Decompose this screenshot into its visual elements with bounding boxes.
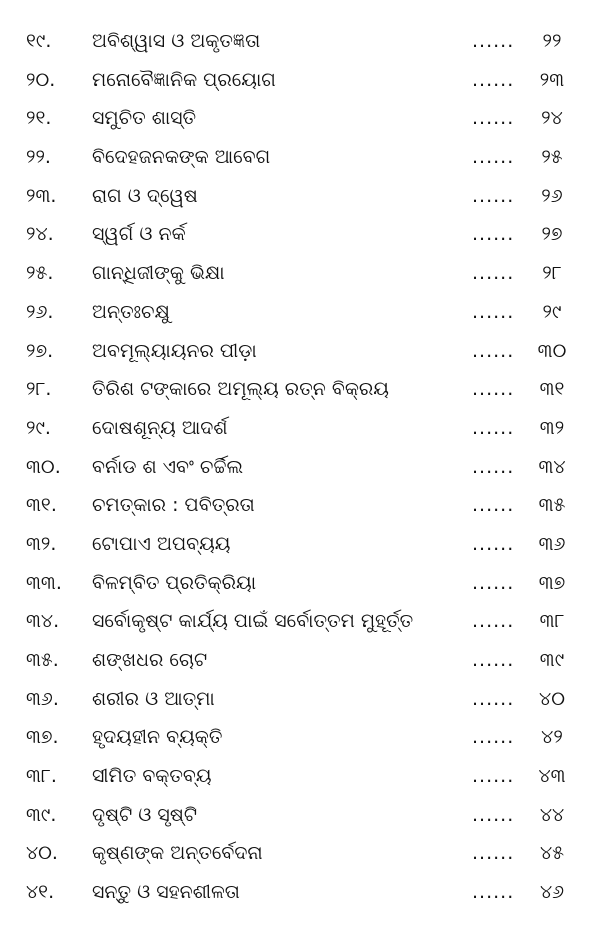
dot-leader: ...... <box>472 571 515 594</box>
toc-entry <box>0 99 600 138</box>
entry-title: ବର୍ନାଡ ଶ ଏବଂ ଚର୍ଚ୍ଚିଲ <box>92 455 244 478</box>
entry-title: ଗାନ୍ଧିଜୀଙ୍କୁ ଭିକ୍ଷା <box>92 262 225 285</box>
entry-page-number: ୪୩ <box>538 765 566 788</box>
toc-entry <box>0 718 600 757</box>
entry-page-number: ୩୭ <box>538 571 566 594</box>
dot-leader: ...... <box>472 494 515 517</box>
entry-title: ସୀମିତ ବକ୍ତବ୍ୟ <box>92 765 212 788</box>
dot-leader: ...... <box>472 184 515 207</box>
entry-page-number: ୪୦ <box>539 687 565 710</box>
dot-leader: ...... <box>472 455 515 478</box>
entry-number: ୨୦. <box>26 68 56 91</box>
entry-page-number: ୩୦ <box>537 339 567 362</box>
entry-title: ସନ୍ତୁ ଓ ସହନଶୀଳତା <box>92 881 240 904</box>
toc-entry <box>0 757 600 796</box>
entry-title: ସର୍ବୋକୃଷ୍ଟ କାର୍ଯ୍ୟ ପାଇଁ ସର୍ବୋତ୍ତମ ମୁହୂର୍ତ୍ତ <box>92 610 414 633</box>
toc-entry <box>0 138 600 177</box>
entry-title: ଶଙ୍ଖଧର ଚୋଟ <box>92 649 208 671</box>
entry-number: ୪୧. <box>26 881 55 904</box>
entry-number: ୨୭. <box>26 339 54 362</box>
entry-number: ୩୧. <box>26 494 57 517</box>
dot-leader: ...... <box>472 842 515 865</box>
entry-number: ୩୯. <box>26 803 57 826</box>
dot-leader: ...... <box>472 146 515 169</box>
entry-page-number: ୪୪ <box>539 803 565 826</box>
entry-number: ୩୫. <box>26 649 59 671</box>
dot-leader: ...... <box>472 803 515 826</box>
dot-leader: ...... <box>472 532 515 555</box>
dot-leader: ...... <box>472 107 515 130</box>
toc-entry <box>0 332 600 371</box>
toc-entry <box>0 525 600 564</box>
entry-page-number: ୪୫ <box>539 842 565 865</box>
entry-number: ୧୯. <box>26 30 52 52</box>
entry-number: ୨୨. <box>26 146 51 169</box>
dot-leader: ...... <box>472 687 515 710</box>
toc-entry <box>0 641 600 680</box>
entry-number: ୩୪. <box>26 610 60 633</box>
entry-page-number: ୨୫ <box>541 146 563 169</box>
entry-page-number: ୩୮ <box>539 610 565 633</box>
entry-page-number: ୨୬ <box>541 184 563 207</box>
entry-title: ଦୃଷ୍ଟି ଓ ସୃଷ୍ଟି <box>92 803 198 826</box>
entry-page-number: ୨୮ <box>542 262 562 285</box>
toc-entry <box>0 873 600 912</box>
toc-entry <box>0 564 600 603</box>
entry-number: ୨୯. <box>26 416 51 439</box>
toc-entry <box>0 602 600 641</box>
entry-title: ବିଦେହଜନକଙ୍କ ଆବେଗ <box>92 146 271 169</box>
toc-entry <box>0 61 600 100</box>
toc-entry <box>0 177 600 216</box>
dot-leader: ...... <box>472 339 515 362</box>
entry-number: ୨୬. <box>26 300 54 323</box>
toc-entry <box>0 370 600 409</box>
entry-title: ଚମତ୍କାର : ପବିତ୍ରତା <box>92 494 255 517</box>
entry-page-number: ୩୫ <box>538 494 566 517</box>
dot-leader: ...... <box>472 726 515 749</box>
entry-number: ୨୧. <box>26 107 52 130</box>
dot-leader: ...... <box>472 30 515 52</box>
entry-title: ହୃଦୟହୀନ ବ୍ୟକ୍ତି <box>92 726 223 749</box>
entry-page-number: ୨୪ <box>541 107 563 130</box>
toc-entry <box>0 796 600 835</box>
entry-title: କୃଷ୍ଣଙ୍କ ଅନ୍ତର୍ବେଦନା <box>92 842 263 865</box>
dot-leader: ...... <box>472 649 515 671</box>
entry-number: ୩୭. <box>26 726 59 749</box>
toc-entry <box>0 409 600 448</box>
entry-page-number: ୩୧ <box>539 378 565 401</box>
entry-title: ରାଗ ଓ ଦ୍ୱେଷ <box>92 184 198 207</box>
entry-title: ଶରୀର ଓ ଆତ୍ମା <box>92 687 215 710</box>
entry-title: ମନୋବୈଜ୍ଞାନିକ ପ୍ରୟୋଗ <box>92 68 276 91</box>
toc-entry <box>0 448 600 487</box>
entry-title: ଅବିଶ୍ୱାସ ଓ ଅକୃତଜ୍ଞତା <box>92 30 261 52</box>
entry-number: ୩୩. <box>26 571 62 594</box>
toc-entry <box>0 22 600 61</box>
dot-leader: ...... <box>472 416 515 439</box>
entry-title: ଦୋଷଶୂନ୍ୟ ଆଦର୍ଶ <box>92 416 228 439</box>
entry-title: ଅବମୂଲ୍ୟାୟନର ପୀଡ଼ା <box>92 339 257 362</box>
dot-leader: ...... <box>472 68 515 91</box>
entry-page-number: ୪୬ <box>539 881 565 904</box>
dot-leader: ...... <box>472 262 515 285</box>
entry-page-number: ୨୯ <box>542 300 562 323</box>
entry-title: ସ୍ୱର୍ଗ ଓ ନର୍କ <box>92 223 186 246</box>
toc-entry <box>0 834 600 873</box>
entry-number: ୩୮. <box>26 765 57 788</box>
toc-entry <box>0 293 600 332</box>
entry-title: ଟୋପାଏ ଅପବ୍ୟୟ <box>92 532 231 555</box>
dot-leader: ...... <box>472 378 515 401</box>
dot-leader: ...... <box>472 610 515 633</box>
entry-number: ୨୮. <box>26 378 52 401</box>
toc-entry <box>0 486 600 525</box>
entry-title: ଅନ୍ତଃଚକ୍ଷୁ <box>92 300 170 323</box>
entry-title: ସମୁଚିତ ଶାସ୍ତି <box>92 107 197 130</box>
entry-page-number: ୨୩ <box>539 68 565 91</box>
entry-page-number: ୪୨ <box>541 726 563 749</box>
dot-leader: ...... <box>472 881 515 904</box>
entry-number: ୩୬. <box>26 687 59 710</box>
entry-page-number: ୨୭ <box>541 223 563 246</box>
entry-title: ତିରିଶ ଟଙ୍କାରେ ଅମୂଲ୍ୟ ରତ୍ନ ବିକ୍ରୟ <box>92 378 389 401</box>
toc-entry <box>0 215 600 254</box>
entry-page-number: ୩୨ <box>539 416 565 439</box>
dot-leader: ...... <box>472 765 515 788</box>
entry-number: ୨୫. <box>26 262 54 285</box>
entry-page-number: ୩୯ <box>539 649 565 671</box>
dot-leader: ...... <box>472 223 515 246</box>
entry-page-number: ୩୪ <box>538 455 566 478</box>
entry-title: ବିଳମ୍ବିତ ପ୍ରତିକ୍ରିୟା <box>92 571 257 594</box>
toc-entry <box>0 680 600 719</box>
dot-leader: ...... <box>472 300 515 323</box>
entry-number: ୩୦. <box>26 455 61 478</box>
toc-entry <box>0 254 600 293</box>
entry-number: ୩୨. <box>26 532 57 555</box>
table-of-contents <box>0 22 600 912</box>
entry-page-number: ୨୨ <box>542 30 562 52</box>
entry-number: ୨୩. <box>26 184 57 207</box>
entry-number: ୪୦. <box>26 842 58 865</box>
entry-page-number: ୩୬ <box>538 532 566 555</box>
entry-number: ୨୪. <box>26 223 54 246</box>
